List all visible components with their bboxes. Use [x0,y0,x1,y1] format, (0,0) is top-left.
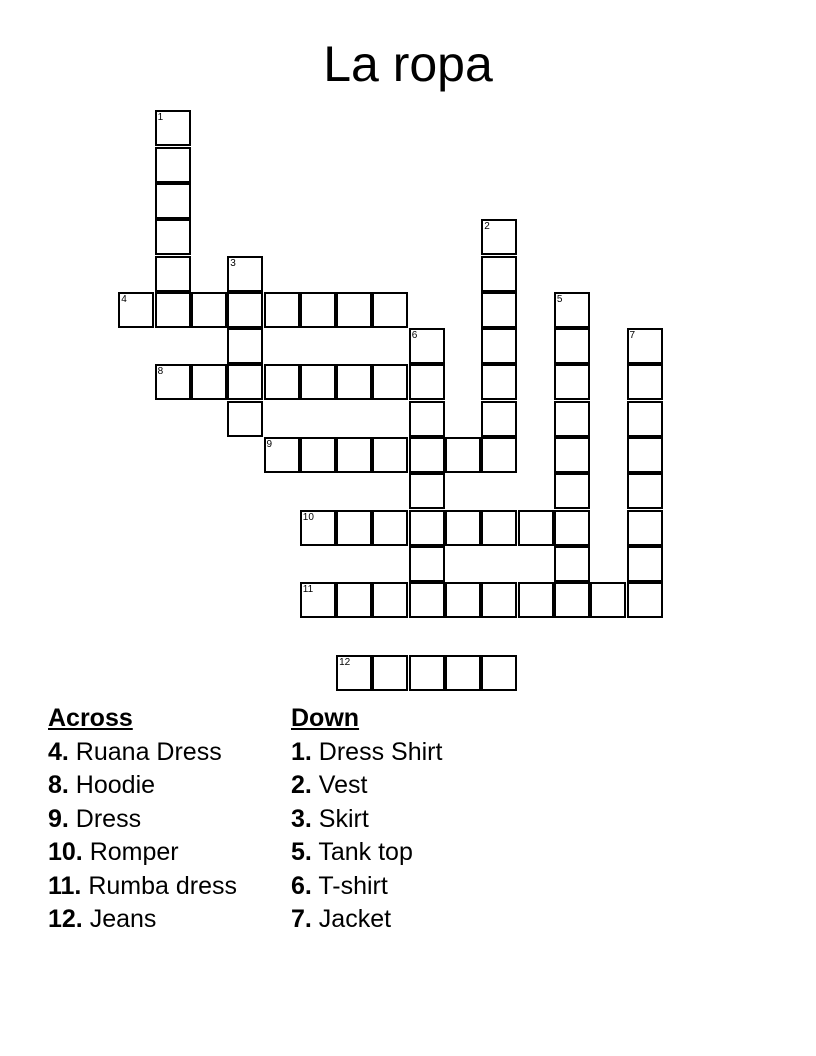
crossword-cell[interactable] [627,401,663,437]
clue-item-text: T-shirt [311,871,388,900]
puzzle-title: La ropa [323,36,493,92]
clue-item-text: Vest [311,771,368,799]
crossword-cell[interactable] [264,292,300,328]
crossword-cell[interactable] [300,582,336,618]
crossword-cell[interactable] [554,510,590,546]
clue-item [291,803,442,837]
crossword-cell[interactable] [445,437,481,473]
crossword-cell[interactable] [264,437,300,473]
clue-item-text: Romper [82,838,179,866]
clue-item-text: Skirt [311,804,369,833]
crossword-cell[interactable] [481,219,517,255]
crossword-cell[interactable] [118,292,154,328]
crossword-cell[interactable] [481,328,517,364]
crossword-cell[interactable] [481,364,517,400]
across-heading: Across [48,704,133,732]
crossword-cell[interactable] [409,510,445,546]
crossword-cell[interactable] [409,582,445,618]
crossword-cell[interactable] [191,364,227,400]
crossword-cell[interactable] [372,510,408,546]
crossword-cell[interactable] [336,510,372,546]
clue-item-text: Jeans [82,905,157,933]
crossword-cell[interactable] [227,364,263,400]
clue-number: 5 [556,293,563,305]
clue-number: 8 [157,366,164,378]
clue-number: 9 [266,439,273,450]
crossword-cell[interactable] [191,292,227,328]
crossword-cell[interactable] [155,292,191,328]
clue-item [48,736,237,770]
crossword-cell[interactable] [627,510,663,546]
clue-item [48,803,237,837]
crossword-cell[interactable] [336,364,372,400]
crossword-cell[interactable] [300,510,336,546]
clue-item [48,836,237,870]
clue-item-text: Jacket [311,905,392,933]
clue-item-number: 1. [291,737,312,766]
clue-number: 12 [339,656,351,668]
clue-item [291,736,442,770]
clue-item-number: 4. [48,737,69,766]
crossword-cell[interactable] [155,183,191,219]
crossword-cell[interactable] [155,110,191,146]
clue-item-number: 5. [291,838,312,866]
crossword-cell[interactable] [518,582,554,618]
crossword-cell[interactable] [300,292,336,328]
clue-item-number: 2. [291,771,312,799]
clue-number: 3 [230,257,236,269]
clue-item-text: Dress Shirt [311,737,443,766]
crossword-cell[interactable] [155,364,191,400]
clue-item [291,769,442,803]
crossword-cell[interactable] [481,510,517,546]
clue-item-text: Dress [68,804,142,833]
clue-item-text: Rumba dress [81,871,237,900]
crossword-cell[interactable] [155,256,191,292]
clue-item [291,903,442,937]
crossword-cell[interactable] [554,328,590,364]
clue-item [291,870,442,904]
clue-number: 6 [411,330,418,342]
crossword-cell[interactable] [409,364,445,400]
clue-item [48,903,237,937]
crossword-cell[interactable] [627,473,663,509]
crossword-cell[interactable] [372,364,408,400]
crossword-cell[interactable] [481,401,517,437]
clue-number: 11 [302,584,314,596]
crossword-cell[interactable] [554,292,590,328]
crossword-cell[interactable] [227,401,263,437]
crossword-cell[interactable] [554,582,590,618]
down-clues [291,702,442,937]
crossword-cell[interactable] [590,582,626,618]
crossword-cell[interactable] [227,292,263,328]
crossword-cell[interactable] [554,401,590,437]
crossword-cell[interactable] [481,655,517,691]
crossword-cell[interactable] [445,510,481,546]
clue-item-number: 10. [48,838,83,866]
clue-item-text: Tank top [311,838,413,866]
crossword-cell[interactable] [155,219,191,255]
crossword-cell[interactable] [336,437,372,473]
crossword-cell[interactable] [409,655,445,691]
crossword-cell[interactable] [300,364,336,400]
clue-item-number: 11. [48,871,82,900]
clue-item-number: 7. [291,905,312,933]
clue-number: 2 [484,221,490,233]
crossword-cell[interactable] [481,256,517,292]
crossword-cell[interactable] [336,655,372,691]
clue-item-number: 12. [48,905,83,933]
crossword-cell[interactable] [155,147,191,183]
crossword-cell[interactable] [227,256,263,292]
crossword-cell[interactable] [445,655,481,691]
clue-number: 10 [302,511,314,523]
crossword-cell[interactable] [481,582,517,618]
clue-item [48,769,237,803]
crossword-cell[interactable] [554,473,590,509]
clue-item-number: 3. [291,804,312,833]
crossword-cell[interactable] [481,292,517,328]
clue-item-number: 6. [291,871,312,900]
crossword-cell[interactable] [554,437,590,473]
down-clue-list [291,736,442,937]
crossword-cell[interactable] [372,582,408,618]
crossword-cell[interactable] [481,437,517,473]
crossword-cell[interactable] [627,546,663,582]
crossword-cell[interactable] [336,292,372,328]
crossword-cell[interactable] [627,582,663,618]
clue-item [48,870,237,904]
clue-item [291,836,442,870]
clue-item-number: 8. [48,771,69,799]
crossword-cell[interactable] [409,437,445,473]
clue-number: 4 [121,293,127,305]
crossword-cell[interactable] [409,328,445,364]
crossword-cell[interactable] [409,546,445,582]
clue-item-text: Hoodie [68,771,156,799]
across-clues [48,702,237,937]
crossword-cell[interactable] [627,328,663,364]
clue-item-text: Ruana Dress [68,737,222,766]
crossword-cell[interactable] [518,510,554,546]
crossword-cell[interactable] [554,364,590,400]
down-heading: Down [291,704,360,732]
across-clue-list [48,736,237,937]
crossword-cell[interactable] [627,364,663,400]
crossword-cell[interactable] [445,582,481,618]
crossword-cell[interactable] [554,546,590,582]
crossword-cell[interactable] [372,437,408,473]
clue-number: 7 [629,330,636,342]
crossword-cell[interactable] [336,582,372,618]
crossword-cell[interactable] [264,364,300,400]
crossword-cell[interactable] [409,401,445,437]
clue-item-number: 9. [48,804,69,833]
clue-number: 1 [157,112,164,124]
crossword-cell[interactable] [300,437,336,473]
crossword-cell[interactable] [227,328,263,364]
crossword-cell[interactable] [372,292,408,328]
crossword-cell[interactable] [409,473,445,509]
crossword-cell[interactable] [627,437,663,473]
crossword-cell[interactable] [372,655,408,691]
